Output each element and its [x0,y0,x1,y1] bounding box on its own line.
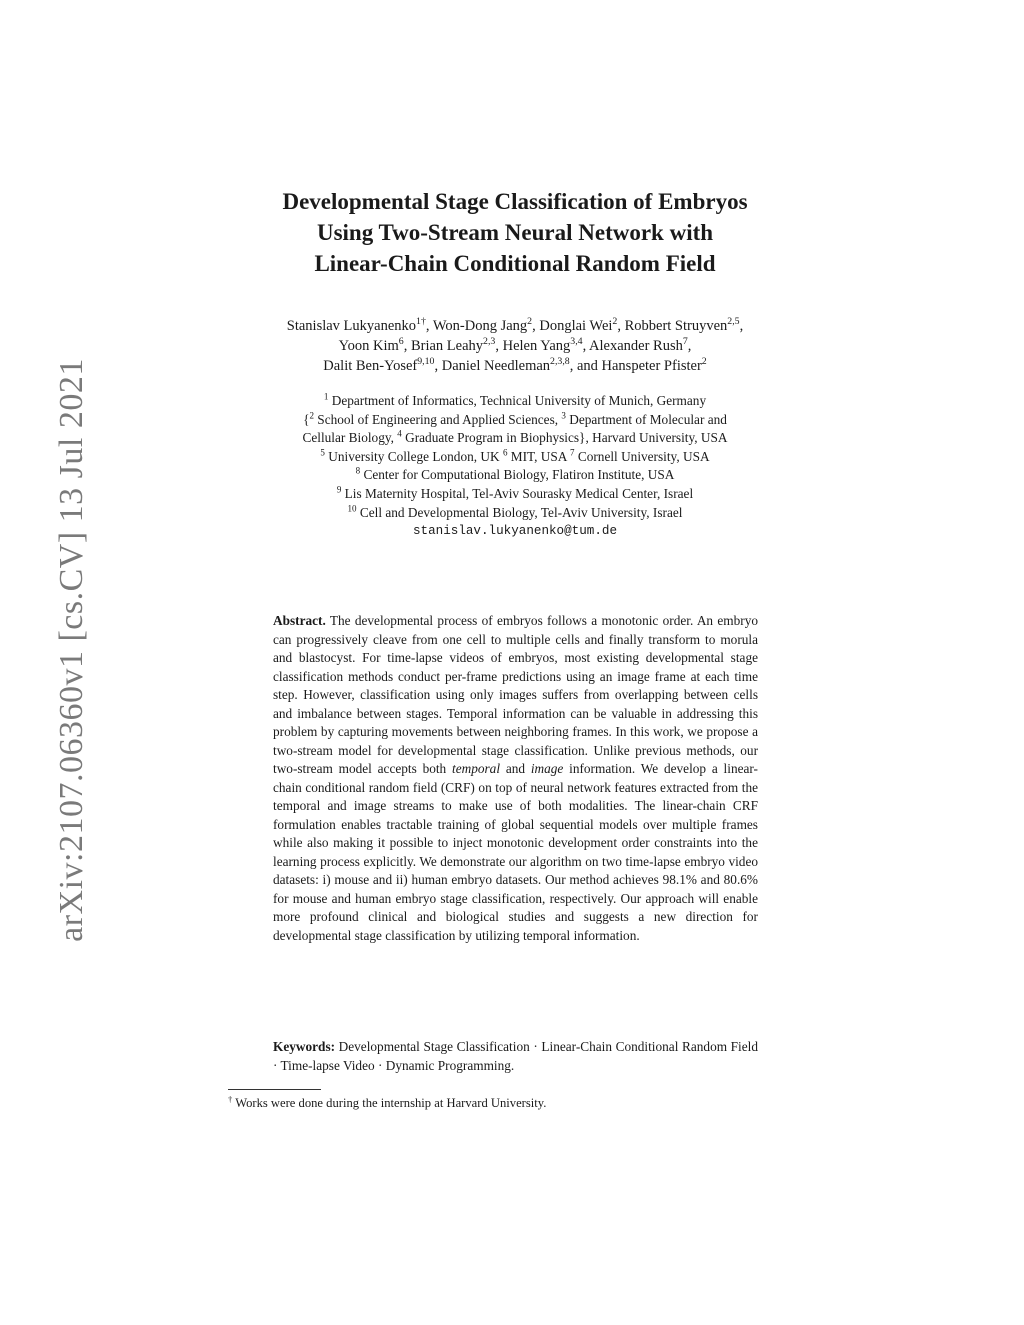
punctuation: , [739,318,744,334]
title-line: Linear-Chain Conditional Random Field [314,251,716,276]
affiliation-marker: 5 [320,447,325,458]
author-name: , Donglai Wei [532,318,613,334]
abstract-text: The developmental process of embryos follows a monotonic order. An embryo can progressively cleave from one cell to multiple cells and finally transform to morula and blastocyst. For time-lapse videos of embryos, most existing developmental stage classification methods conduct per-frame predictions using an image frame at each time step. However, classification using only images suffers from overlapping between cells and imbalance between stages. Temporal information can be valuable in addressing this problem by capturing movements between neighboring frames. In this work, we propose a two-stream model for developmental stage classification. Unlike previous methods, our two-stream model accepts both [273,613,758,776]
footnote-text: Works were done during the internship at Harvard University. [232,1096,547,1110]
footnote-marker: † [228,1093,233,1104]
keywords [273,1038,758,1075]
affiliation-marker: 6 [502,447,508,458]
affiliation-marker: 2,3 [483,336,496,348]
author-name: , Won-Dong Jang [425,318,528,334]
corresponding-email: stanislav.lukyanenko@tum.de [412,524,618,539]
footnote [228,1095,828,1112]
author-name: Yoon Kim [338,338,399,354]
affiliation-text: Department of Informatics, Technical University of Munich, Germany [328,393,707,408]
affiliation-line [200,411,830,430]
keywords-label: Keywords: [273,1039,336,1054]
affiliation-line [200,485,830,504]
affiliation-marker: 2,5 [727,316,740,328]
affiliation-text: Graduate Program in Biophysics}, Harvard University, USA [401,430,728,446]
affiliation-marker: 1 [323,391,329,402]
affiliation-line [200,448,830,467]
affiliation-marker: 10 [347,503,357,514]
affiliation-marker: 2 [701,356,707,368]
abstract-text: and [500,761,531,776]
affiliation-line [200,504,830,523]
author-line [190,356,840,376]
author-line [190,336,840,356]
affiliation-text: Department of Molecular and [565,411,727,427]
title-line: Developmental Stage Classification of Embryos [282,189,748,214]
author-name: , Helen Yang [495,338,571,354]
abstract [273,612,758,945]
author-name: , Alexander Rush [582,338,683,354]
abstract-paragraph [273,612,758,945]
affiliation-marker: 7 [570,447,575,458]
affiliation-text: Lis Maternity Hospital, Tel-Aviv Sourasky Medical Center, Israel [341,485,694,501]
affiliation-text: School of Engineering and Applied Sciences, [313,411,562,427]
affiliation-line [200,392,830,411]
affiliation-text: Cellular Biology, [302,430,398,446]
affiliation-line [200,466,830,485]
affiliation-marker: 9 [336,484,342,495]
author-name: Stanislav Lukyanenko [286,318,417,334]
affiliation-marker: 2 [527,316,533,328]
affiliation-marker: 2 [309,410,314,421]
affiliation-marker: 2,3,8 [550,356,570,368]
affiliation-marker: 3,4 [570,336,583,348]
footnote-divider [228,1089,321,1090]
affiliation-marker: 2 [612,316,618,328]
affiliation-text: University College London, UK [324,448,503,464]
arxiv-identifier: arXiv:2107.06360v1 [cs.CV] 13 Jul 2021 [53,358,90,942]
author-name: , Robbert Struyven [617,318,728,334]
author-name: , Daniel Needleman [434,358,551,374]
author-name: Dalit Ben-Yosef [323,358,418,374]
abstract-text: information. We develop a linear-chain conditional random field (CRF) on top of neural network features extracted from the temporal and image streams to make use of both modalities. The linear-chain CRF formulation enables tractable training of global sequential models over multiple frames while also making it possible to inject monotonic development order constraints into the learning process explicitly. We demonstrate our algorithm on two time-lapse embryo video datasets: i) mouse and ii) human embryo datasets. Our method achieves 98.1% and 80.6% for mouse and human embryo stage classification, respectively. Our approach will enable more profound clinical and biological studies and suggests a new direction for developmental stage classification by utilizing temporal information. [273,761,758,943]
brace: { [303,411,310,427]
title-line: Using Two-Stream Neural Network with [316,220,714,245]
affiliation-marker: 7 [682,336,688,348]
affiliation-list [200,392,830,541]
affiliation-marker: 3 [561,410,566,421]
abstract-emphasis: temporal [452,761,501,776]
affiliation-marker: 9,10 [417,356,435,368]
author-name: , and Hanspeter Pfister [569,358,702,374]
affiliation-text: Cornell University, USA [574,448,710,464]
paper-title [200,186,830,279]
affiliation-text: Cell and Developmental Biology, Tel-Aviv University, Israel [356,504,683,520]
keywords-text: Developmental Stage Classification · Linear-Chain Conditional Random Field · Time-lapse Video · Dynamic Programming. [273,1039,758,1073]
author-name: , Brian Leahy [403,338,484,354]
abstract-label: Abstract. [273,613,326,628]
author-line [190,316,840,336]
affiliation-marker: 8 [355,465,361,476]
affiliation-marker: 6 [398,336,404,348]
punctuation: , [687,338,692,354]
abstract-emphasis: image [530,761,564,776]
affiliation-marker: 4 [397,428,402,439]
affiliation-line [200,429,830,448]
affiliation-text: Center for Computational Biology, Flatiron Institute, USA [360,467,675,483]
affiliation-marker: 1† [416,316,426,328]
affiliation-text: MIT, USA [507,448,571,464]
author-list [190,316,840,376]
